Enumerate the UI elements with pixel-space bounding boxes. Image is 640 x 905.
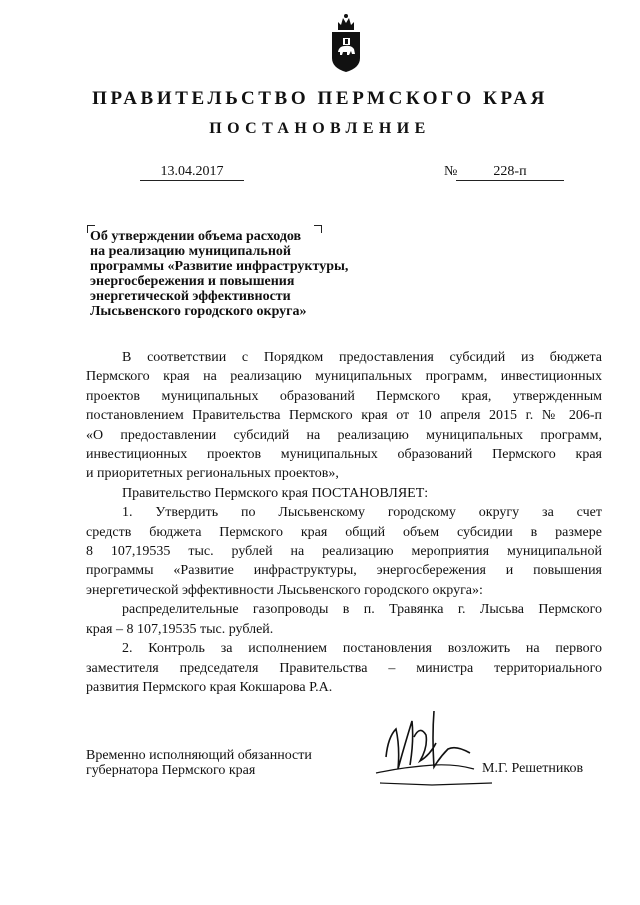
decree-title	[90, 229, 390, 319]
title-corner-mark	[314, 225, 322, 233]
body-line: инвестиционных проектов муниципальных образований Пермского края	[86, 447, 602, 463]
body-line: 8 107,19535 тыс. рублей на реализацию мероприятия муниципальной	[86, 544, 602, 560]
number-sign: №	[444, 164, 458, 179]
body-line: и приоритетных региональных проектов»,	[86, 466, 339, 482]
body-line: проектов муниципальных образований Пермского края, утвержденным	[86, 388, 602, 404]
body-line: постановлением Правительства Пермского края от 10 апреля 2015 г. № 206-п	[86, 408, 602, 424]
body-line: В соответствии с Порядком предоставления субсидий из бюджета	[122, 350, 602, 365]
handwritten-signature	[374, 707, 492, 787]
body-line: энергетической эффективности Лысьвенского городского округа»:	[86, 582, 483, 598]
signer-position-line: Временно исполняющий обязанности	[86, 748, 312, 763]
body-line: Правительство Пермского края ПОСТАНОВЛЯЕТ:	[122, 485, 429, 501]
body-line: распределительные газопроводы в п. Травянка г. Лысьва Пермского	[122, 602, 602, 618]
document-type: ПОСТАНОВЛЕНИЕ	[209, 120, 431, 137]
body-line: программы «Развитие инфраструктуры, энергосбережения и повышения	[86, 563, 602, 579]
title-line: энергетической эффективности	[90, 289, 291, 304]
signer-position	[86, 748, 312, 778]
body-line: развития Пермского края Кокшарова Р.А.	[86, 679, 333, 695]
title-line: Об утверждении объема расходов	[90, 229, 302, 244]
government-title: ПРАВИТЕЛЬСТВО ПЕРМСКОГО КРАЯ	[92, 88, 548, 109]
body-line: 2. Контроль за исполнением постановления возложить на первого	[122, 641, 602, 657]
coat-of-arms-icon	[329, 12, 363, 74]
body-line: 1. Утвердить по Лысьвенскому городскому округу за счет	[122, 505, 602, 521]
body-line: заместителя председателя Правительства – министра территориального	[86, 660, 602, 676]
body-line: средств бюджета Пермского края общий объем субсидии в размере	[86, 524, 602, 540]
body-line: края – 8 107,19535 тыс. рублей.	[86, 621, 274, 637]
decree-date: 13.04.2017	[140, 164, 244, 181]
decree-number: 228-п	[456, 164, 564, 181]
signer-position-line: губернатора Пермского края	[86, 763, 256, 778]
title-line: энергосбережения и повышения	[90, 274, 295, 289]
body-line: «О предоставлении субсидий на реализацию муниципальных программ,	[86, 427, 602, 443]
title-line: программы «Развитие инфраструктуры,	[90, 259, 349, 274]
signer-name: М.Г. Решетников	[482, 761, 584, 776]
title-line: Лысьвенского городского округа»	[90, 304, 307, 319]
title-line: на реализацию муниципальной	[90, 244, 291, 259]
title-corner-mark	[87, 225, 95, 233]
body-line: Пермского края на реализацию муниципальных программ, инвестиционных	[86, 369, 602, 385]
decree-body	[86, 348, 602, 697]
